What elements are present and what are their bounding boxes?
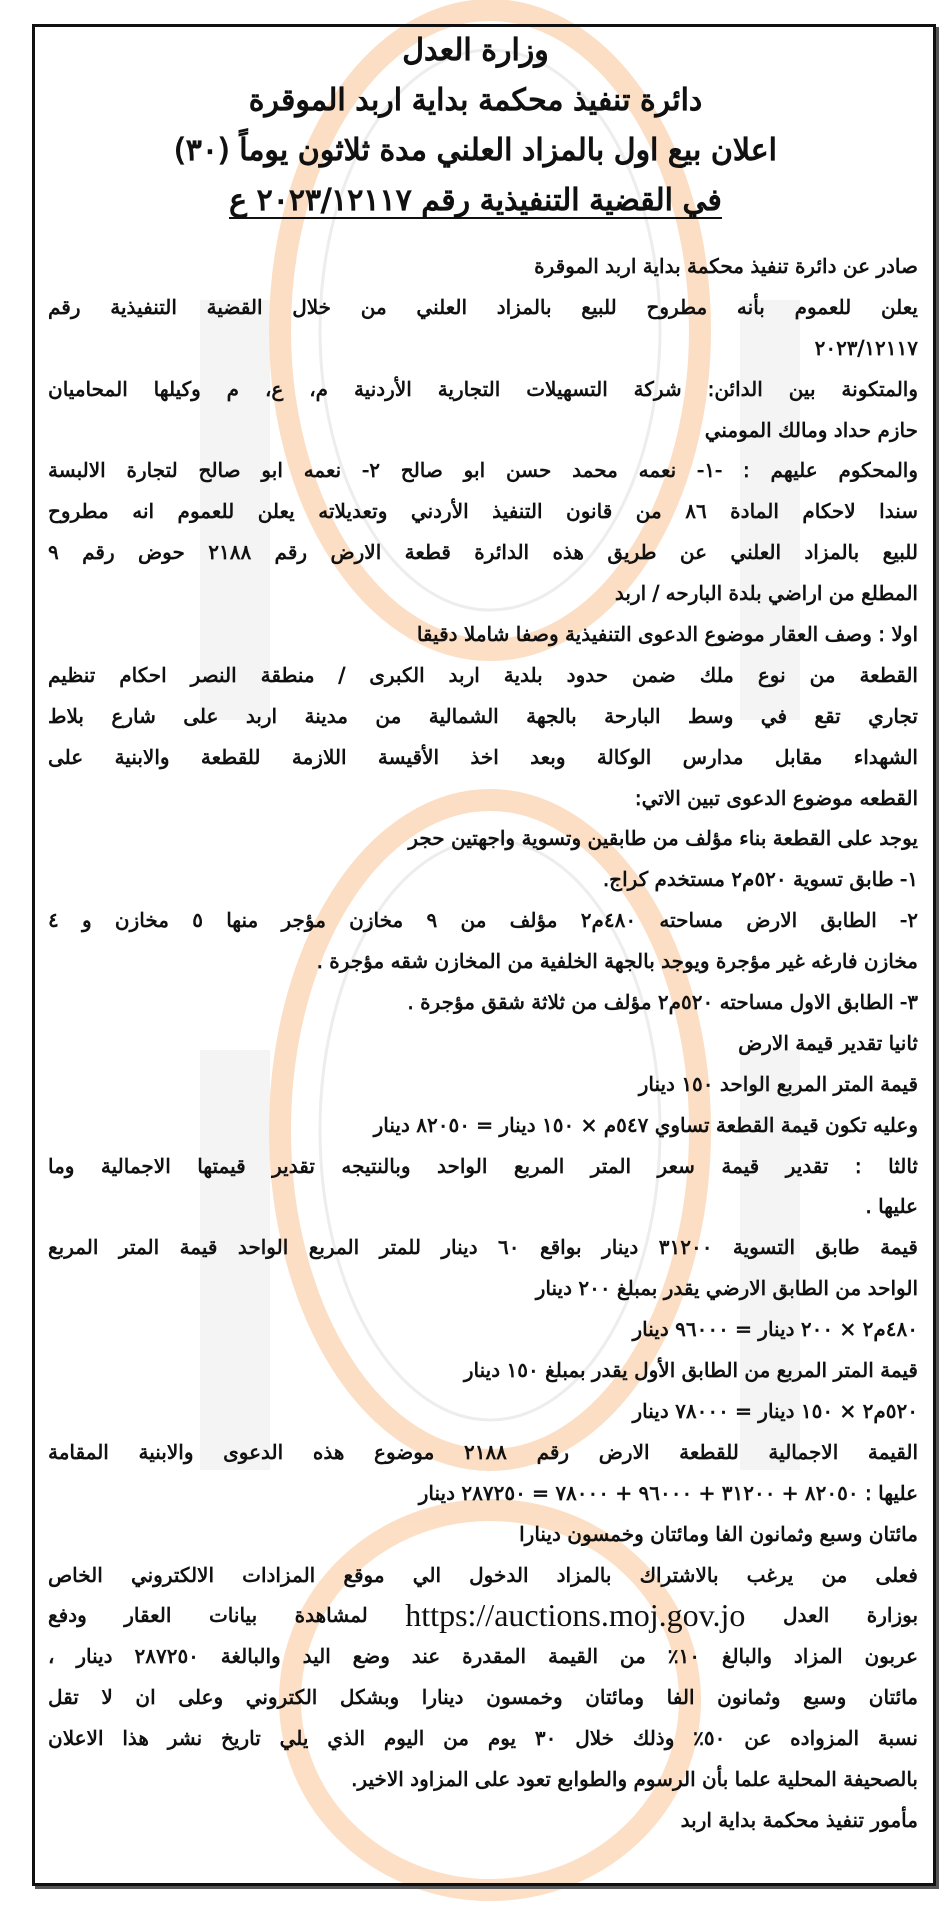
body-line: قيمة طابق التسوية ٣١٢٠٠ دينار بواقع ٦٠ دينار للمتر المربع الواحد قيمة المتر المربع bbox=[48, 1235, 918, 1260]
body-line: للبيع بالمزاد العلني عن طريق هذه الدائرة قطعة الارض رقم ٢١٨٨ حوض رقم ٩ bbox=[48, 540, 918, 565]
signature-line: مأمور تنفيذ محكمة بداية اربد bbox=[680, 1807, 918, 1832]
body-line: ٣- الطابق الاول مساحته ٥٢٠م٢ مؤلف من ثلاثة شقق مؤجرة . bbox=[407, 990, 918, 1015]
body-line: عليها : ٨٢٠٥٠ + ٣١٢٠٠ + ٩٦٠٠٠ + ٧٨٠٠٠ = ٢٨٧٢٥٠ دينار bbox=[418, 1480, 918, 1505]
body-line: الشهداء مقابل مدارس الوكالة وبعد اخذ الأقيسة اللازمة للقطعة والابنية على bbox=[48, 744, 918, 769]
body-line: المطلع من اراضي بلدة البارحه / اربد bbox=[614, 581, 918, 606]
body-line: والمحكوم عليهم : -١- نعمه محمد حسن ابو صالح ٢- نعمه ابو صالح لتجارة الالبسة bbox=[48, 458, 919, 483]
auctions-link[interactable]: https://auctions.moj.gov.jo bbox=[405, 1597, 746, 1634]
section-heading: ثالثا : تقدير قيمة سعر المتر المربع الواحد وبالنتيجه تقدير قيمتها الاجمالية وما bbox=[48, 1153, 918, 1178]
url-line bbox=[48, 1595, 918, 1636]
department-title-text: دائرة تنفيذ محكمة بداية اربد الموقرة bbox=[248, 83, 703, 118]
body-line: حازم حداد ومالك المومني bbox=[704, 417, 918, 442]
body-line: مائتان وسبع وثمانون الفا ومائتان وخمسون دينارا وبشكل الكتروني وعلى ان لا تقل bbox=[48, 1685, 918, 1710]
announcement-title bbox=[40, 126, 911, 176]
announcement-title-text: اعلان بيع اول بالمزاد العلني مدة ثلاثون يوماً (٣٠) bbox=[174, 133, 777, 168]
body-line: يعلن للعموم بأنه مطروح للبيع بالمزاد العلني من خلال القضية التنفيذية رقم bbox=[48, 294, 918, 319]
body-line: تجاري تقع في وسط البارحة بالجهة الشمالية من مدينة اربد على شارع بلاط bbox=[48, 703, 918, 728]
body-line: يوجد على القطعة بناء مؤلف من طابقين وتسوية واجهتين حجر bbox=[408, 826, 918, 851]
url-line-before: بوزارة العدل bbox=[782, 1603, 919, 1628]
body-line: مائتان وسبع وثمانون الفا ومائتان وخمسون دينارا bbox=[519, 1521, 918, 1546]
body-line: ١- طابق تسوية ٥٢٠م٢ مستخدم كراج. bbox=[602, 867, 918, 892]
announcement-body bbox=[48, 246, 918, 1841]
case-title bbox=[40, 176, 911, 226]
case-number: في القضية التنفيذية رقم ٢٠٢٣/١٢١١٧ ع bbox=[229, 182, 722, 218]
body-line: قيمة المتر المربع من الطابق الأول يقدر بمبلغ ١٥٠ دينار bbox=[463, 1358, 918, 1383]
body-line: بالصحيفة المحلية علما بأن الرسوم والطوابع تعود على المزاود الاخير. bbox=[351, 1766, 918, 1791]
body-line: الواحد من الطابق الارضي يقدر بمبلغ ٢٠٠ دينار bbox=[535, 1276, 918, 1301]
body-line: فعلى من يرغب بالاشتراك بالمزاد الدخول الي موقع المزادات الالكتروني الخاص bbox=[48, 1562, 918, 1587]
department-title bbox=[40, 76, 911, 126]
body-line: القطعة من نوع ملك ضمن حدود بلدية اربد الكبرى / منطقة النصر احكام تنظيم bbox=[48, 662, 918, 687]
body-line: ٤٨٠م٢ × ٢٠٠ دينار = ٩٦٠٠٠ دينار bbox=[632, 1317, 918, 1342]
body-line: والمتكونة بين الدائن: شركة التسهيلات التجارية الأردنية م، ع، م وكيلها المحاميان bbox=[48, 376, 918, 401]
section-heading: اولا : وصف العقار موضوع الدعوى التنفيذية وصفا شاملا دقيقا bbox=[416, 622, 918, 647]
url-line-after: لمشاهدة بيانات العقار ودفع bbox=[48, 1603, 368, 1628]
body-line: نسبة المزواده عن ٥٠٪ وذلك خلال ٣٠ يوم من اليوم الذي يلي تاريخ نشر هذا الاعلان bbox=[48, 1726, 919, 1751]
body-line: صادر عن دائرة تنفيذ محكمة بداية اربد الموقرة bbox=[534, 254, 918, 278]
body-line: القطعه موضوع الدعوى تبين الاتي: bbox=[634, 785, 918, 810]
body-line: ٥٢٠م٢ × ١٥٠ دينار = ٧٨٠٠٠ دينار bbox=[632, 1398, 918, 1423]
body-line: القيمة الاجمالية للقطعة الارض رقم ٢١٨٨ موضوع هذه الدعوى والابنية المقامة bbox=[48, 1439, 918, 1464]
body-line: سندا لاحكام المادة ٨٦ من قانون التنفيذ الأردني وتعديلاته يعلن للعموم انه مطروح bbox=[48, 499, 918, 524]
ministry-title-text: وزارة العدل bbox=[402, 33, 549, 68]
body-line: وعليه تكون قيمة القطعة تساوي ٥٤٧م × ١٥٠ دينار = ٨٢٠٥٠ دينار bbox=[373, 1112, 918, 1137]
section-heading: ثانيا تقدير قيمة الارض bbox=[738, 1030, 918, 1055]
announcement-header bbox=[40, 26, 911, 226]
ministry-title bbox=[40, 26, 911, 76]
body-line: مخازن فارغه غير مؤجرة ويوجد بالجهة الخلفية من المخازن شقه مؤجرة . bbox=[316, 949, 918, 974]
body-line: ٢٠٢٣/١٢١١٧ bbox=[814, 335, 918, 360]
body-line: ٢- الطابق الارض مساحته ٤٨٠م٢ مؤلف من ٩ مخازن مؤجر منها ٥ مخازن و ٤ bbox=[48, 908, 918, 933]
body-line: عربون المزاد والبالغ ١٠٪ من القيمة المقدرة عند وضع اليد والبالغة ٢٨٧٢٥٠ دينار ، bbox=[48, 1644, 919, 1669]
body-line: عليها . bbox=[865, 1194, 918, 1219]
body-line: قيمة المتر المربع الواحد ١٥٠ دينار bbox=[638, 1071, 918, 1096]
